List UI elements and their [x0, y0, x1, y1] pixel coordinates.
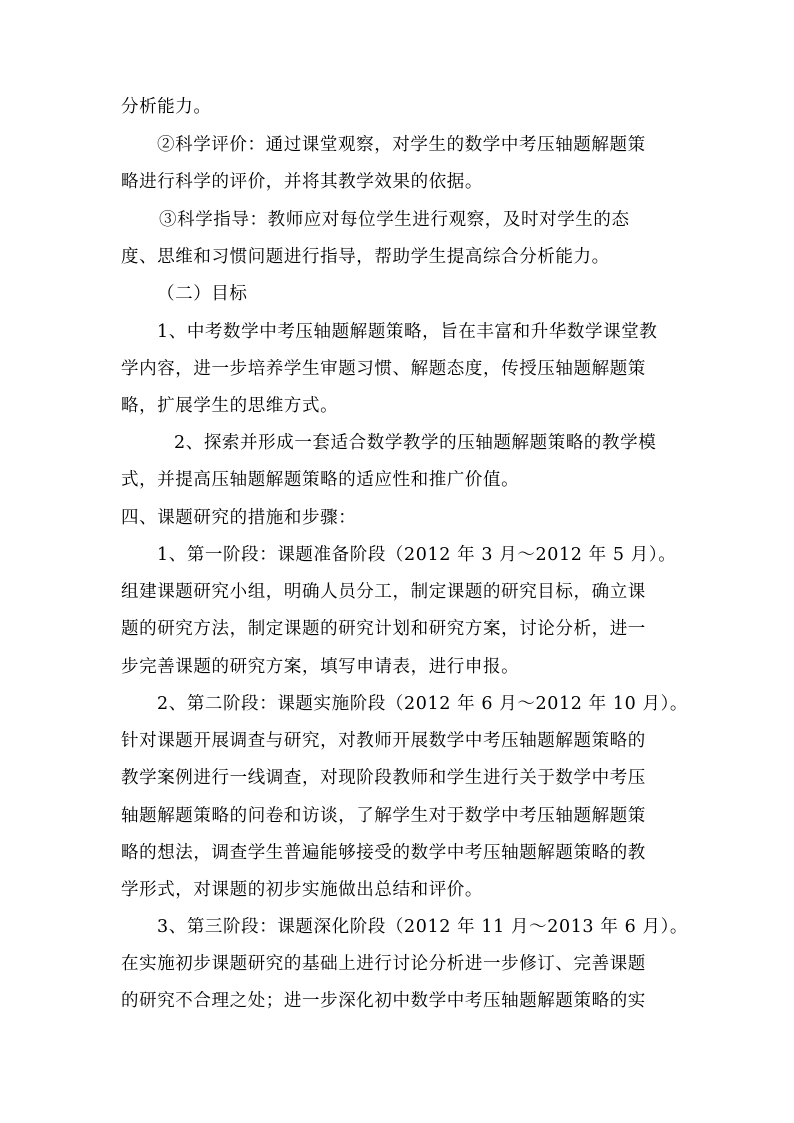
- text-line: 度、思维和习惯问题进行指导，帮助学生提高综合分析能力。: [121, 247, 610, 267]
- text-line: ②科学评价：通过课堂观察，对学生的数学中考压轴题解题策: [157, 135, 646, 155]
- text-line: 2、探索并形成一套适合数学教学的压轴题解题策略的教学模: [174, 433, 657, 453]
- text-line: 学形式，对课题的初步实施做出总结和评价。: [121, 880, 483, 900]
- text-line: ③科学指导：教师应对每位学生进行观察，及时对学生的态: [159, 210, 630, 230]
- text-line: 式，并提高压轴题解题策略的适应性和推广价值。: [121, 470, 520, 490]
- text-line: 略进行科学的评价，并将其教学效果的依据。: [121, 172, 483, 192]
- text-line: 组建课题研究小组，明确人员分工，制定课题的研究目标，确立课: [121, 582, 646, 602]
- text-line: 步完善课题的研究方案，填写申请表，进行申报。: [121, 657, 520, 677]
- text-line: 2、第二阶段：课题实施阶段（2012 年 6 月～2012 年 10 月）。: [157, 694, 689, 714]
- text-line: 略的想法，调查学生普遍能够接受的数学中考压轴题解题策略的教: [121, 843, 646, 863]
- section-heading: 四、课题研究的措施和步骤：: [121, 508, 357, 528]
- text-line: 学内容，进一步培养学生审题习惯、解题态度，传授压轴题解题策: [121, 359, 646, 379]
- text-line: 教学案例进行一线调查，对现阶段教师和学生进行关于数学中考压: [121, 768, 646, 788]
- text-line: 略，扩展学生的思维方式。: [121, 396, 339, 416]
- text-line: 1、中考数学中考压轴题解题策略，旨在丰富和升华数学课堂教: [157, 322, 658, 342]
- text-line: 针对课题开展调查与研究，对教师开展数学中考压轴题解题策略的: [121, 731, 646, 751]
- text-line: 分析能力。: [121, 97, 212, 117]
- text-line: 在实施初步课题研究的基础上进行讨论分析进一步修订、完善课题: [121, 954, 646, 974]
- text-line: 3、第三阶段：课题深化阶段（2012 年 11 月～2013 年 6 月）。: [157, 917, 689, 937]
- text-line: 的研究不合理之处；进一步深化初中数学中考压轴题解题策略的实: [121, 991, 646, 1011]
- text-line: 1、第一阶段：课题准备阶段（2012 年 3 月～2012 年 5 月）。: [157, 545, 677, 565]
- text-line: 轴题解题策略的问卷和访谈，了解学生对于数学中考压轴题解题策: [121, 806, 646, 826]
- text-line: 题的研究方法，制定课题的研究计划和研究方案，讨论分析，进一: [121, 619, 646, 639]
- section-heading: （二）目标: [157, 284, 248, 304]
